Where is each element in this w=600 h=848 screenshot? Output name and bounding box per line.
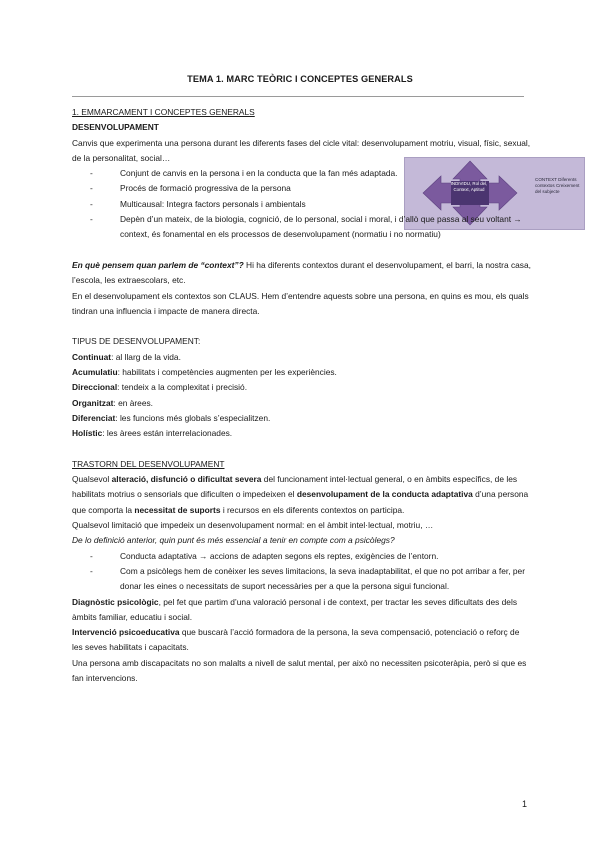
- diagnostic-paragraph: [72, 595, 532, 626]
- limitation-paragraph: Qualsevol limitació que impedeix un desenvolupament normal: en el àmbit intel·lectual, motriu, …: [72, 520, 434, 531]
- list-item: [72, 411, 532, 426]
- development-intro: Canvis que experimenta una persona durant les diferents fases del cicle vital: desenvolupament motriu, visual, físic, sexual, de la personalitat, social…: [72, 137, 531, 163]
- term: Acumulatiu: [72, 367, 118, 378]
- final-paragraph: Una persona amb discapacitats no son malalts a nivell de salut mental, per això no necessiten psicoteràpia, però si que es fan intervencions.: [72, 657, 527, 683]
- essential-question: De lo definició anterior, quin punt és més essencial a tenir en compte com a psicòlegs?: [72, 535, 395, 546]
- term: Diferenciat: [72, 412, 116, 423]
- context-question: En què pensem quan parlem de “context”?: [72, 259, 244, 270]
- context-question-rest: Hi ha diferents contextos durant el desenvolupament, el barri, la nostra casa, l’escola, les extraescolars, etc.: [72, 259, 531, 286]
- diagram-center-text: INDIVIDU, Rol del, Context, Aptitud: [450, 181, 488, 192]
- definition: : les funcions més globals s’especialitzen.: [115, 412, 271, 423]
- diagram-side-text: CONTEXT Diferents contextos Creixement del subjecte: [535, 177, 580, 195]
- list-item: [72, 396, 532, 411]
- emphasis: alteració, disfunció o dificultat severa: [111, 474, 262, 485]
- page-number: 1: [522, 799, 528, 809]
- text: i recursos en els diferents contextos on participa.: [220, 504, 405, 515]
- tipus-heading: TIPUS DE DESENVOLUPAMENT:: [72, 336, 201, 347]
- definition: : en àrees.: [113, 397, 153, 408]
- list-item: [72, 350, 532, 365]
- text: del funcionament intel·lectual general, o en àmbits específics, de les habilitats motrius o sensorials que dificulten o impedeixen el: [72, 474, 518, 500]
- development-bullets: [72, 166, 532, 242]
- list-item: [72, 426, 532, 441]
- context-paragraph: [72, 258, 532, 289]
- emphasis: necessitat de suports: [134, 504, 221, 515]
- section-heading: 1. EMMARCAMENT I CONCEPTES GENERALS: [72, 107, 255, 117]
- term: Organitzat: [72, 397, 114, 408]
- context-claus: En el desenvolupament els contextos son CLAUS. Hem d’entendre aquests sobre una persona, en quins es mou, els quals tindran una influencia i impacte de manera directa.: [72, 290, 529, 316]
- list-item: - Conducta adaptativa → accions de adapten segons els reptes, exigències de l’entorn.: [72, 549, 532, 564]
- emphasis: desenvolupament de la conducta adaptativa: [296, 489, 473, 500]
- title-divider: [72, 96, 524, 97]
- subheading-development: DESENVOLUPAMENT: [72, 122, 159, 133]
- definition: : les àrees están interrelacionades.: [102, 428, 233, 439]
- definition: : habilitats i competències augmenten per les experiències.: [117, 367, 337, 378]
- document-body: [72, 105, 532, 686]
- list-item: - Procés de formació progressiva de la persona: [72, 181, 532, 196]
- definition: : al llarg de la vida.: [111, 351, 181, 362]
- term: Continuat: [72, 351, 112, 362]
- definition: que buscarà l’acció formadora de la persona, la seva compensació, potenciació o reforç de les seves habilitats i capacitats.: [72, 627, 520, 653]
- intervention-paragraph: [72, 625, 532, 656]
- list-item: - Depèn d’un mateix, de la biologia, cognició, de lo personal, social i moral, i d’allò que passa al seu voltant → context, és fonamental en els processos de desenvolupament (normatiu i no normatiu): [72, 212, 532, 243]
- term: psicoeducativa: [119, 627, 180, 638]
- term: Direccional: [72, 382, 118, 393]
- term: Diagnòstic psicològic: [72, 596, 159, 607]
- term: Holístic: [72, 428, 103, 439]
- term: Intervenció: [72, 627, 120, 638]
- list-item: [72, 365, 532, 380]
- list-item: - Multicausal: Integra factors personals i ambientals: [72, 197, 532, 212]
- trastorn-bullets: [72, 549, 532, 595]
- trastorn-heading: TRASTORN DEL DESENVOLUPAMENT: [72, 458, 225, 469]
- definition: , pel fet que partim d’una valoració personal i de context, per tractar les seves dificultats des dels àmbits familiar, educatiu i social.: [72, 596, 518, 622]
- trastorn-definition: [72, 472, 532, 518]
- list-item: - Conjunt de canvis en la persona i en la conducta que la fan més adaptada.: [72, 166, 450, 181]
- list-item: [72, 380, 532, 395]
- text: Qualsevol: [72, 474, 112, 485]
- text: d’una persona que comporta la: [72, 489, 529, 515]
- document-title: TEMA 1. MARC TEÒRIC I CONCEPTES GENERALS: [187, 74, 413, 84]
- definition: : tendeix a la complexitat i precisió.: [117, 382, 248, 393]
- list-item: - Com a psicòlegs hem de conèixer les seves limitacions, la seva inadaptabilitat, el que no pot arribar a fer, per donar les eines o necessitats de suport necessàries per a que la persona sigui funcional.: [72, 564, 532, 595]
